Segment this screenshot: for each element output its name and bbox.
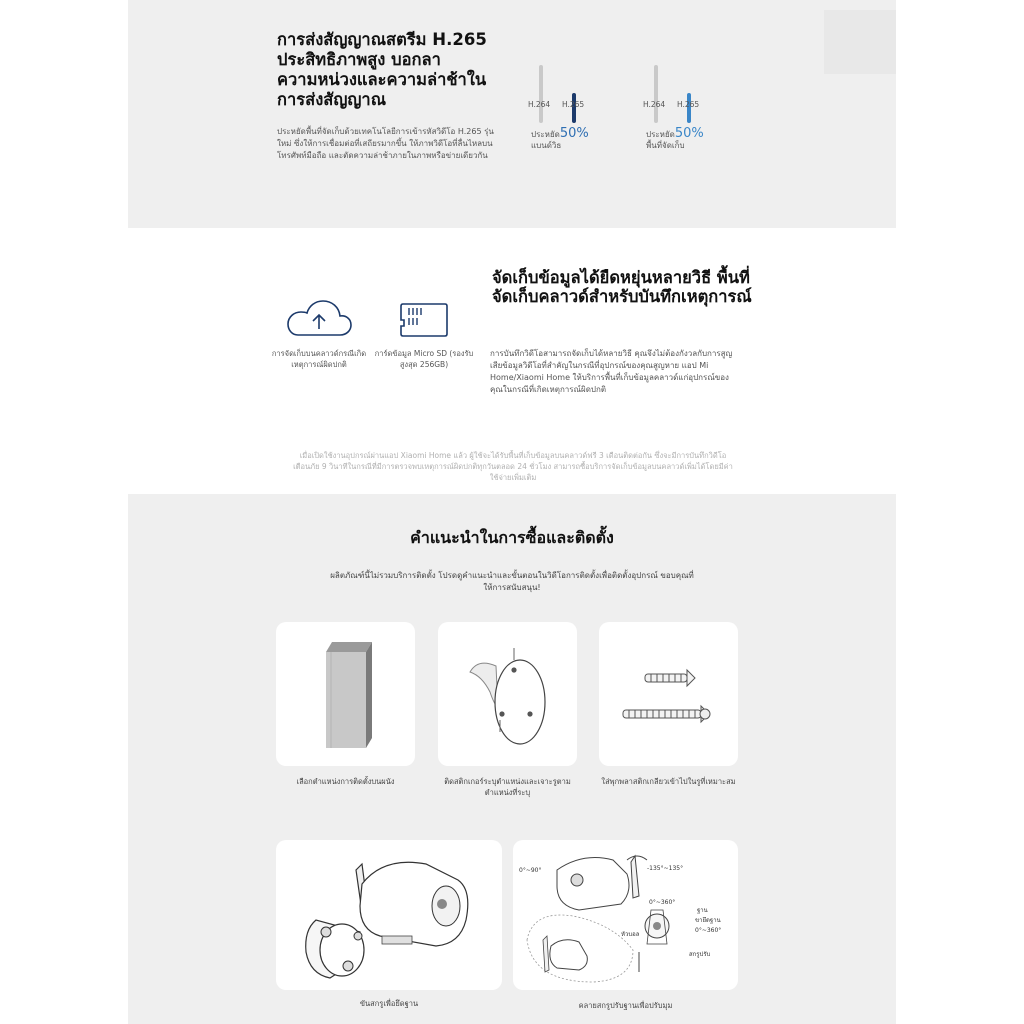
h265-label: H.265 xyxy=(677,100,700,109)
bandwidth-saving xyxy=(531,128,589,151)
h264-label: H.264 xyxy=(528,100,551,109)
saving-prefix: ประหยัด xyxy=(531,130,560,139)
mount-base-illustration xyxy=(276,840,502,990)
h264-label: H.264 xyxy=(643,100,666,109)
wall-panel-illustration xyxy=(276,622,415,766)
installation-title: คำแนะนำในการซื้อและติดตั้ง xyxy=(410,528,614,547)
h264-bar xyxy=(654,65,658,123)
h264-bar xyxy=(539,65,543,123)
storage-description: การบันทึกวิดีโอสามารถจัดเก็บได้หลายวิธี คุณจึงไม่ต้องกังวลกับการสูญเสียข้อมูลวิดีโอที่สำคัญในกรณีที่อุปกรณ์ของคุณสูญหาย แอป Mi Home/Xiaomi Home ให้บริการพื้นที่เก็บข้อมูลคลาวด์แก่อุปกรณ์ของคุณในกรณีที่เกิดเหตุการณ์ผิดปกติ xyxy=(490,349,733,394)
installation-intro: ผลิตภัณฑ์นี้ไม่รวมบริการติดตั้ง โปรดดูคำแนะนำและขั้นตอนในวิดีโอการติดตั้งเพื่อติดตั้งอุปกรณ์ ขอบคุณที่ให้การสนับสนุน! xyxy=(330,571,694,592)
bracket-label: ขายึดฐาน xyxy=(695,917,721,924)
cloud-caption: การจัดเก็บบนคลาวด์กรณีเกิดเหตุการณ์ผิดปกติ xyxy=(271,349,367,369)
step-3-card xyxy=(599,622,738,766)
pan-range-label: -135°~135° xyxy=(647,865,684,872)
step-4-caption: ขันสกรูเพื่อยึดฐาน xyxy=(359,999,419,1008)
sd-caption: การ์ดข้อมูล Micro SD (รองรับสูงสุด 256GB) xyxy=(374,349,474,369)
step-2-card xyxy=(438,622,577,766)
rotate-range-label: 0°~360° xyxy=(649,899,676,906)
saving-prefix: ประหยัด xyxy=(646,130,675,139)
saving-caption: พื้นที่จัดเก็บ xyxy=(646,141,685,150)
cloud-upload-icon xyxy=(284,298,354,338)
product-page xyxy=(128,0,896,1024)
storage-title: จัดเก็บข้อมูลได้ยืดหยุ่นหลายวิธี พื้นที่จัดเก็บคลาวด์สำหรับบันทึกเหตุการณ์ xyxy=(492,268,752,306)
step-5-card xyxy=(513,840,738,990)
drill-sticker-illustration xyxy=(438,622,577,766)
bandwidth-metric xyxy=(526,30,626,160)
adjust-screw-label: สกรูปรับ xyxy=(689,951,711,958)
step-3-caption: ใส่พุกพลาสติกเกลียวเข้าไปในรูที่เหมาะสม xyxy=(601,777,736,786)
storage-saving xyxy=(646,128,704,151)
tilt-range-label: 0°~90° xyxy=(519,867,542,874)
ball-head-label: หัวบอล xyxy=(621,931,640,938)
h265-description: ประหยัดพื้นที่จัดเก็บด้วยเทคโนโลยีการเข้ารหัสวิดีโอ H.265 รุ่นใหม่ ซึ่งให้การเชื่อมต่อที่เสถียรมากขึ้น ให้ภาพวิดีโอที่ลื่นไหลบนโทรศัพท์มือถือ และตัดความล่าช้าภายในภาพหรือข่ายเดียวกัน xyxy=(277,127,494,160)
storage-metric xyxy=(641,30,741,160)
step-4-card xyxy=(276,840,502,990)
saving-percent: 50% xyxy=(674,126,704,141)
step-5-caption: คลายสกรูปรับฐานเพื่อปรับมุม xyxy=(578,1001,673,1010)
storage-section xyxy=(128,228,896,494)
cloud-footnote: เมื่อเปิดใช้งานอุปกรณ์ผ่านแอป Xiaomi Home แล้ว ผู้ใช้จะได้รับพื้นที่เก็บข้อมูลบนคลาวด์ฟรี 3 เดือนติดต่อกัน ซึ่งจะมีการบันทึกวิดีโอเตือนภัย 9 วินาทีในกรณีที่มีการตรวจพบเหตุการณ์ผิดปกติทุกวันตลอด 24 ชั่วโมง สามารถซื้อบริการจัดเก็บข้อมูลบนคลาวด์เพิ่มได้โดยมีค่าใช้จ่ายเพิ่มเติม xyxy=(293,451,733,482)
step-1-card xyxy=(276,622,415,766)
decorative-panel xyxy=(824,10,896,74)
wall-anchor-illustration xyxy=(599,622,738,766)
h265-section xyxy=(128,0,896,228)
sd-card-option xyxy=(369,296,479,370)
saving-caption: แบนด์วิธ xyxy=(531,141,562,150)
angle-adjust-illustration xyxy=(513,840,738,990)
cloud-storage-option xyxy=(264,296,374,370)
h265-label: H.265 xyxy=(562,100,585,109)
step-1-caption: เลือกตำแหน่งการติดตั้งบนผนัง xyxy=(296,777,395,786)
h265-title: การส่งสัญญาณสตรีม H.265 ประสิทธิภาพสูง บอกลาความหน่วงและความล่าช้าในการส่งสัญญาณ xyxy=(277,30,487,109)
installation-section xyxy=(128,494,896,1024)
sd-card-icon xyxy=(398,302,450,338)
bracket-range-label: 0°~360° xyxy=(695,927,722,934)
saving-percent: 50% xyxy=(559,126,589,141)
step-2-caption: ติดสติกเกอร์ระบุตำแหน่งและเจาะรูตามตำแหน่งที่ระบุ xyxy=(444,777,571,797)
base-label: ฐาน xyxy=(697,907,708,914)
